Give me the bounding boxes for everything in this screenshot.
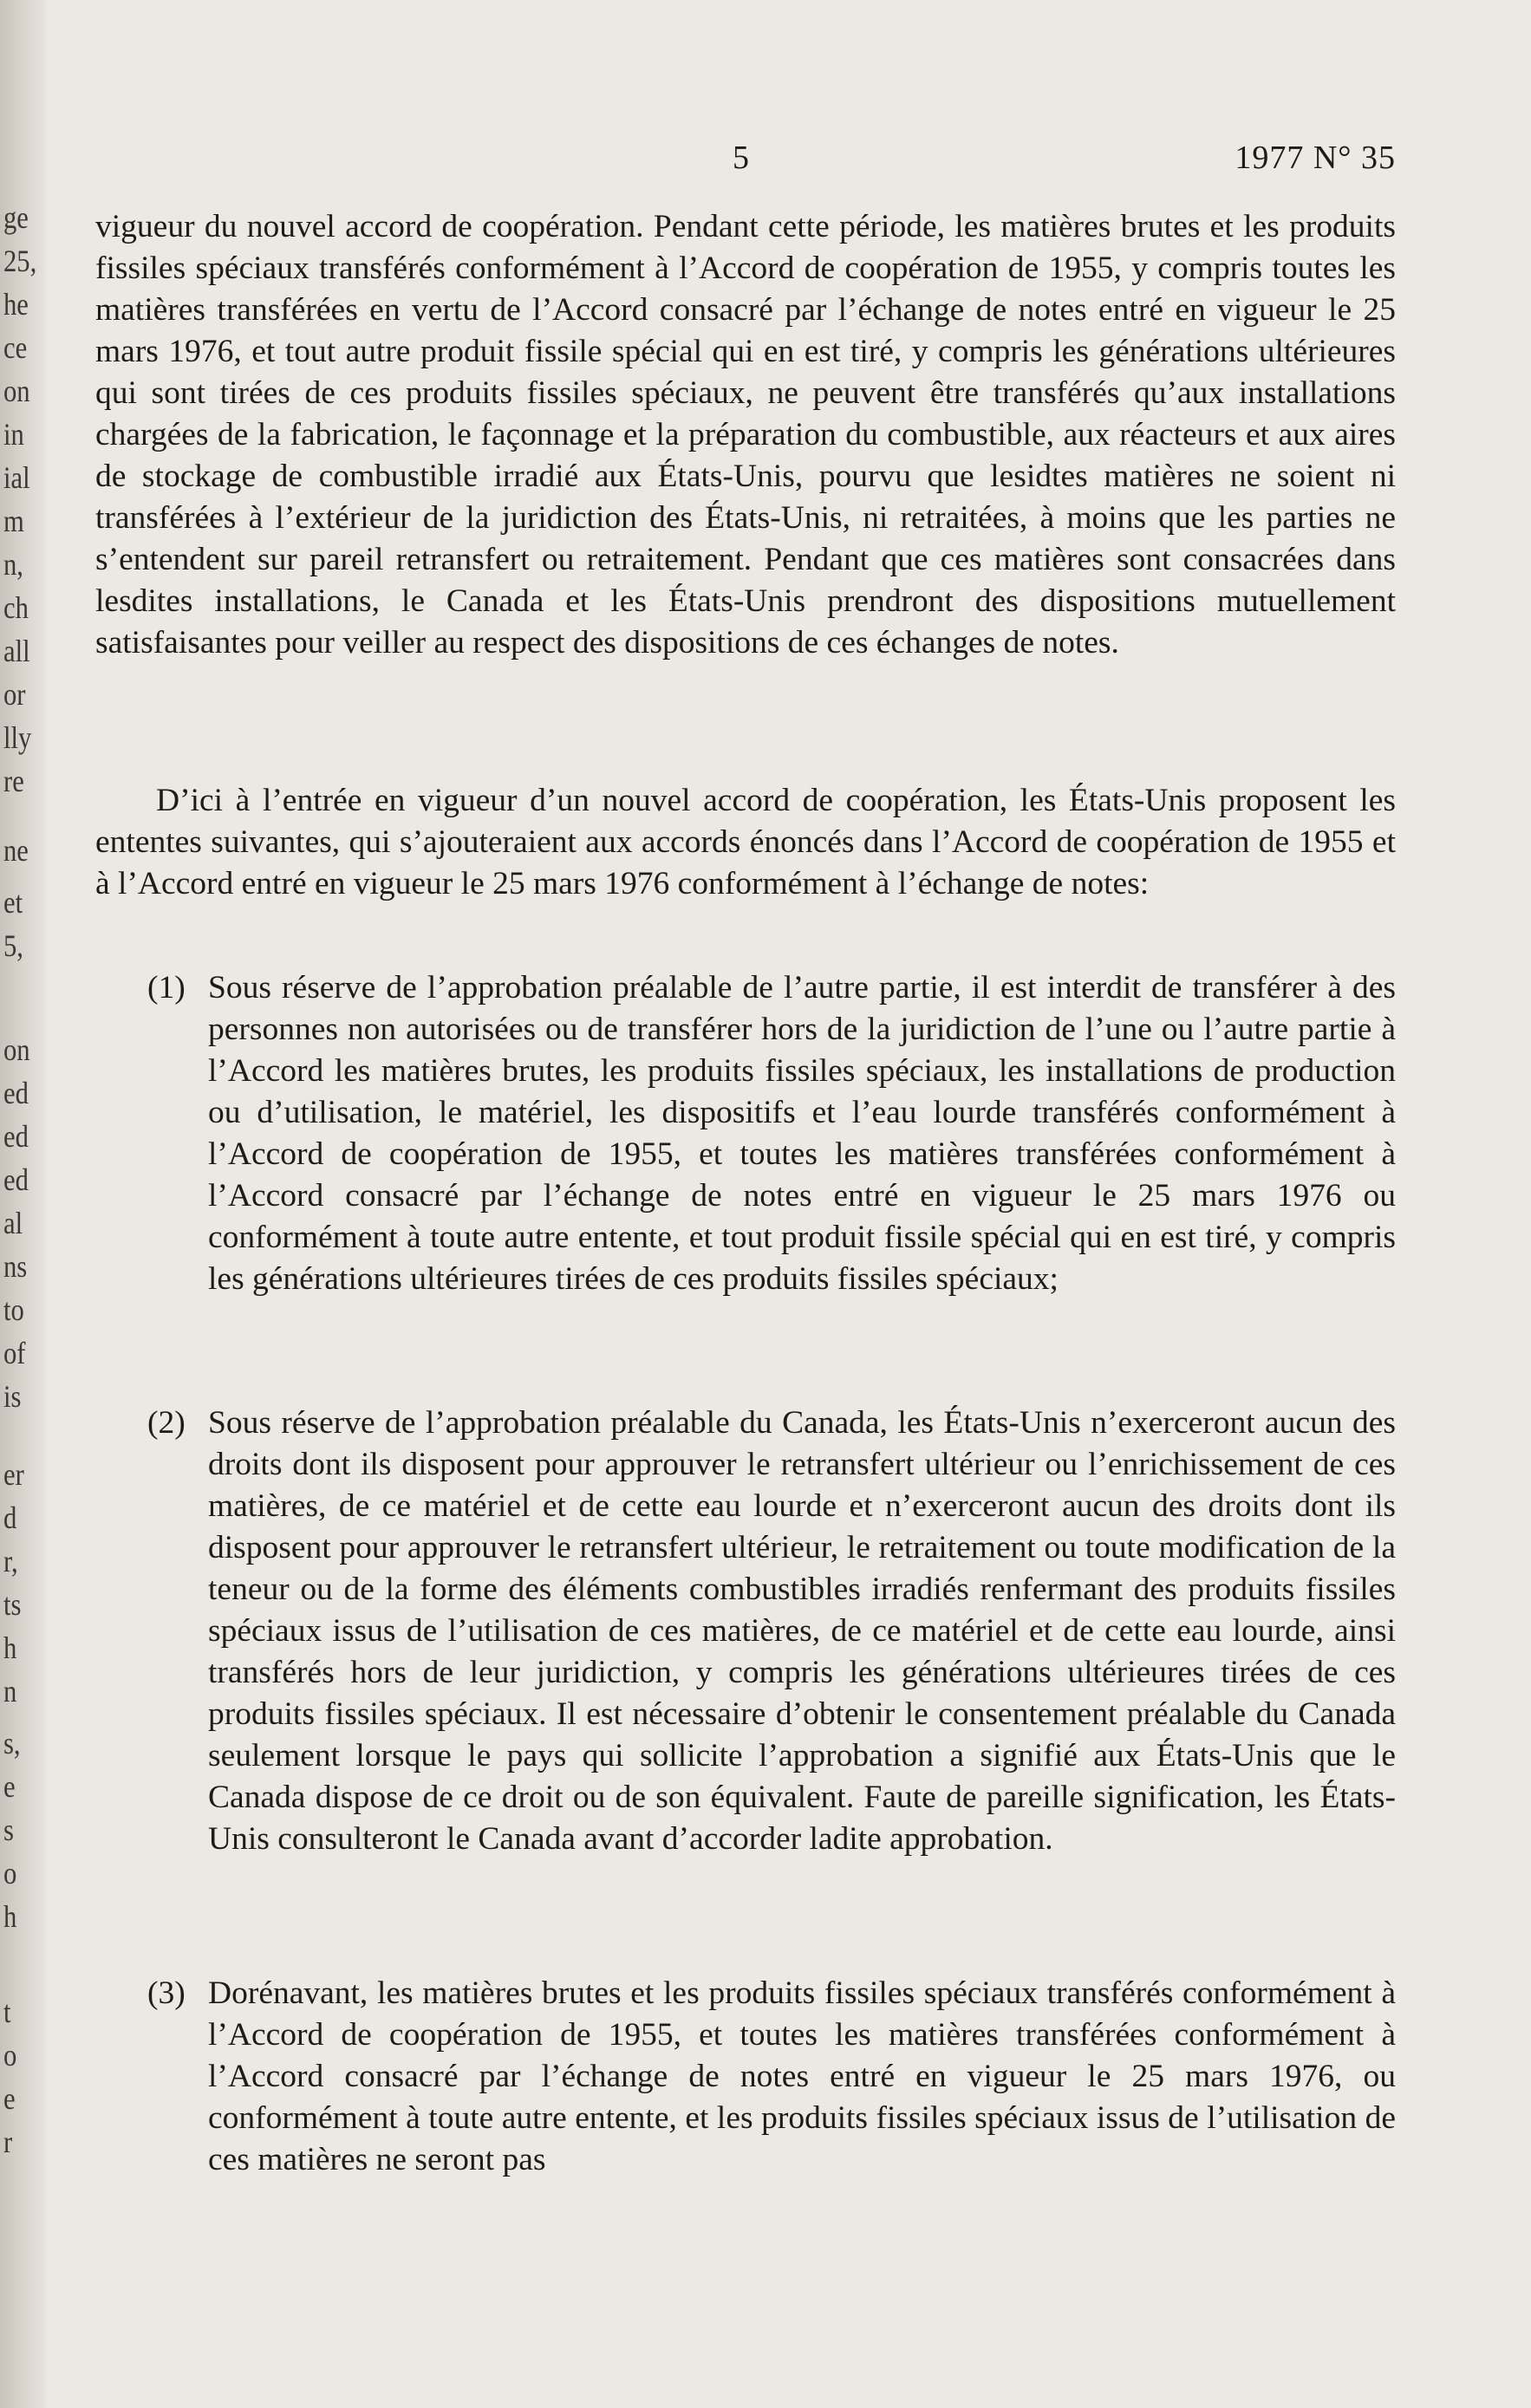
facing-page-fragment: is (3, 1379, 22, 1414)
facing-page-edge (0, 0, 45, 2408)
facing-page-fragment: al (3, 1206, 23, 1240)
facing-page-fragment: o (3, 2038, 17, 2073)
facing-page-fragment: er (3, 1457, 24, 1492)
facing-page-fragment: s, (3, 1726, 21, 1760)
facing-page-fragment: on (3, 1032, 30, 1067)
facing-page-fragment: r, (3, 1544, 18, 1578)
paragraph-continuation: vigueur du nouvel accord de coopération. Pendant cette période, les matières brutes et les produits fissiles spéciaux transférés conformément à l’Accord de coopération de 1955, y compris toutes les matières transférées en vertu de l’Accord consacré par l’échange de notes entré en vigueur le 25 mars 1976, et tout autre produit fissile spécial qui en est tiré, y compris les générations ultérieures qui sont tirées de ces produits fissiles spéciaux, ne peuvent être transférés qu’aux installations chargées de la fabrication, le façonnage et la préparation du combustible, aux réacteurs et aux aires de stockage de combustible irradié aux États-Unis, pourvu que lesidtes matières ne soient ni transférées à l’extérieur de la juridiction des États-Unis, ni retraitées, à moins que les parties ne s’entendent sur pareil retransfert ou retraitement. Pendant que ces matières sont consacrées dans lesdites installations, le Canada et les États-Unis prendront des dispositions mutuellement satisfaisantes pour veiller au respect des dispositions de ces échanges de notes. (95, 209, 1396, 661)
facing-page-fragment: m (3, 504, 24, 538)
facing-page-fragment: or (3, 677, 26, 712)
item-number: (2) (147, 1405, 186, 1441)
facing-page-fragment: in (3, 417, 24, 452)
facing-page-fragment: of (3, 1336, 26, 1370)
facing-page-fragment: ge (3, 200, 29, 235)
facing-page-fragment: lly (3, 720, 32, 755)
paragraph-proposal: D’ici à l’entrée en vigueur d’un nouvel accord de coopération, les États-Unis proposent les ententes suivantes, qui s’ajouteraient aux accords énoncés dans l’Accord de coopération de 1955 et à l’Accord entré en vigueur le 25 mars 1976 conformément à l’échange de notes: (95, 783, 1396, 901)
facing-page-fragment: ch (3, 590, 29, 625)
facing-page-fragment: on (3, 374, 30, 408)
facing-page-fragment: s (3, 1813, 14, 1847)
facing-page-fragment: et (3, 885, 23, 920)
facing-page-fragment: ed (3, 1076, 29, 1110)
facing-page-fragment: n, (3, 547, 23, 582)
facing-page-fragment: t (3, 1995, 11, 2029)
facing-page-fragment: e (3, 2081, 16, 2116)
item-number: (1) (147, 970, 186, 1006)
facing-page-fragment: re (3, 764, 24, 798)
item-text: Sous réserve de l’approbation préalable de l’autre partie, il est interdit de transférer à des personnes non autorisées ou de transférer hors de la juridiction de l’une ou l’autre partie à l’Accord les matières brutes, les produits fissiles spéciaux, les installations de production ou d’utilisation, le matériel, les dispositifs et l’eau lourde transférés conformément à l’Accord de coopération de 1955, et toutes les matières transférées conformément à l’Accord consacré par l’échange de notes entré en vigueur le 25 mars 1976 ou conformément à toute autre entente, et tout produit fissile spécial qui en est tiré, y compris les générations ultérieures tirées de ces produits fissiles spéciaux; (208, 970, 1396, 1297)
facing-page-fragment: 5, (3, 928, 23, 963)
facing-page-fragment: n (3, 1674, 17, 1708)
facing-page-fragment: ne (3, 833, 29, 868)
facing-page-fragment: all (3, 634, 30, 668)
facing-page-fragment: he (3, 287, 29, 322)
item-number: (3) (147, 1975, 186, 2011)
facing-page-fragment: ed (3, 1119, 29, 1154)
page-header (95, 139, 1396, 191)
facing-page-fragment: o (3, 1856, 17, 1891)
facing-page-fragment: ce (3, 330, 28, 365)
facing-page-fragment: r (3, 2125, 13, 2159)
facing-page-fragment: h (3, 1630, 17, 1665)
facing-page-fragment: 25, (3, 244, 37, 278)
facing-page-fragment: to (3, 1292, 24, 1327)
page-number: 5 (733, 140, 749, 176)
facing-page-fragment: e (3, 1769, 16, 1804)
facing-page-fragment: ial (3, 460, 30, 495)
item-text: Sous réserve de l’approbation préalable du Canada, les États-Unis n’exerceront aucun des droits dont ils disposent pour approuver le retransfert ultérieur ou l’enrichissement de ces matières, de ce matériel et de cette eau lourde et n’exerceront aucun des droits dont ils disposent pour approuver le retransfert ultérieur, le retraitement ou toute modification de la teneur ou de la forme des éléments combustibles irradiés renfermant des produits fissiles spéciaux issus de l’utilisation de ces matières, de ce matériel et de cette eau lourde, ainsi transférés hors de leur juridiction, y compris les générations ultérieures tirées de ces produits fissiles spéciaux. Il est nécessaire d’obtenir le consentement préalable du Canada seulement lorsque le pays qui sollicite l’approbation a signifié aux États-Unis que le Canada dispose de ce droit ou de son équivalent. Faute de pareille signification, les États-Unis consulteront le Canada avant d’accorder ladite approbation. (208, 1405, 1396, 1857)
facing-page-fragment: d (3, 1500, 17, 1535)
item-text: Dorénavant, les matières brutes et les produits fissiles spéciaux transférés conformément à l’Accord de coopération de 1955, et toutes les matières transférées conformément à l’Accord consacré par l’échange de notes entré en vigueur le 25 mars 1976, ou conformément à toute autre entente, et les produits fissiles spéciaux issus de l’utilisation de ces matières ne seront pas (208, 1975, 1396, 2177)
document-reference: 1977 N° 35 (1235, 140, 1396, 176)
document-page (95, 0, 1396, 2408)
facing-page-fragment: ed (3, 1162, 29, 1197)
facing-page-fragment: h (3, 1899, 17, 1934)
facing-page-fragment: ts (3, 1587, 22, 1622)
facing-page-fragment: ns (3, 1249, 28, 1284)
